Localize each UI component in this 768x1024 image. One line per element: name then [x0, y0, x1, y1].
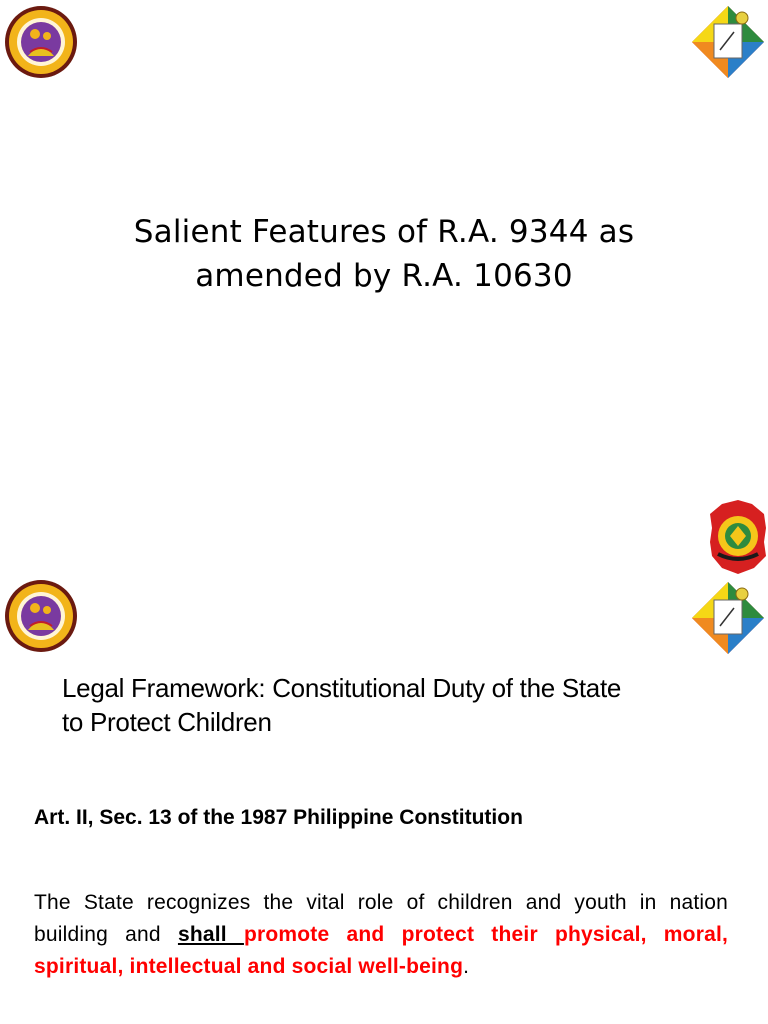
- body-text: The State recognizes the vital role of children and youth in nation building and: [34, 891, 728, 946]
- slide-legal-framework: [0, 576, 768, 1024]
- slide-title-text: [0, 210, 768, 298]
- slide-title-text: [62, 671, 752, 739]
- subheading: Art. II, Sec. 13 of the 1987 Philippine Constitution: [34, 806, 523, 829]
- body-end: .: [463, 955, 470, 978]
- title-line-1: Legal Framework: Constitutional Duty of the State: [62, 673, 622, 703]
- red-emblem-icon: [708, 498, 768, 576]
- title-line-1: Salient Features of R.A. 9344 as: [133, 214, 635, 250]
- body-shall: shall: [177, 923, 244, 946]
- title-line-2: to Protect Children: [62, 707, 272, 737]
- title-line-2: amended by R.A. 10630: [195, 258, 573, 294]
- diamond-emblem-icon: [690, 580, 766, 656]
- wcpc-seal-icon: [2, 4, 80, 80]
- wcpc-seal-icon: [2, 578, 80, 654]
- body-paragraph: [34, 887, 728, 983]
- body-highlight: promote and protect their physical, moral, spiritual, intellectual and social well-being: [34, 923, 729, 978]
- diamond-emblem-icon: [690, 4, 766, 80]
